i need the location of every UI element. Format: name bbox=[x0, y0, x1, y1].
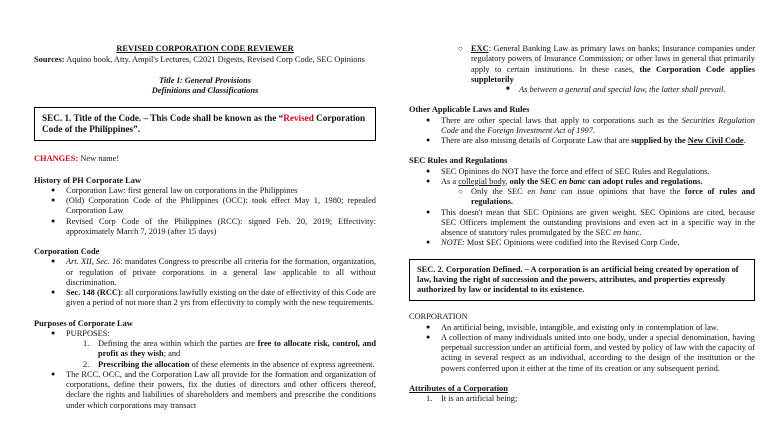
other-laws-list bbox=[409, 116, 755, 147]
title-heading: Title I: General Provisions bbox=[158, 75, 252, 85]
numbered-item: 1. Defining the area within which the parties are free to allocate risk, control, and profit as they wish; and bbox=[83, 339, 377, 359]
corp-code-heading: Corporation Code bbox=[34, 247, 100, 257]
purposes-numbered bbox=[34, 339, 376, 370]
list-item: ● A collection of many individuals united into one body, under a special denomination, having perpetual succession under an artificial form, and vested by policy of law with the capacity of acting in several respect as an individual, according to the design of the institution or the powers conferred upon it either at the time of its creation or any subsequent period. bbox=[409, 333, 755, 374]
document-header: REVISED CORPORATION CODE REVIEWER bbox=[116, 44, 294, 53]
sec-rules-heading: SEC Rules and Regulations bbox=[409, 156, 508, 166]
purposes-list-2 bbox=[34, 370, 376, 411]
attributes-heading: Attributes of a Corporation bbox=[409, 383, 508, 393]
exception-list bbox=[409, 44, 755, 95]
changes-line: CHANGES: New name! bbox=[34, 154, 120, 164]
list-item: ● Art. XII, Sec. 16: mandates Congress to prescribe all criteria for the formation, organization, or regulation of private corporations in a general law applicable to all without discrimination. bbox=[34, 257, 376, 288]
sec-rules-list bbox=[409, 167, 755, 249]
left-column bbox=[34, 0, 376, 411]
sources-line: Sources: Aquino book, Atty. Ampil's Lectures, C2021 Digests, Revised Corp Code, SEC Opinions bbox=[34, 55, 365, 65]
numbered-item: 2. Prescribing the allocation of these elements in the absence of express agreement. bbox=[83, 359, 375, 369]
corporation-heading: CORPORATION bbox=[409, 312, 468, 322]
list-item: ● An artificial being, invisible, intangible, and existing only in contemplation of law. bbox=[409, 323, 755, 333]
list-item: ● SEC Opinions do NOT have the force and effect of SEC Rules and Regulations. bbox=[409, 167, 755, 177]
history-heading: History of PH Corporate Law bbox=[34, 175, 141, 185]
list-item: ● There are also missing details of Corporate Law that are supplied by the New Civil Code. bbox=[409, 136, 755, 146]
list-item: ■ As between a general and special law, the latter shall prevail. bbox=[409, 85, 755, 95]
subtitle-heading: Definitions and Classifications bbox=[151, 85, 259, 95]
list-item: ○ Only the SEC en banc can issue opinions that have the force of rules and regulations. bbox=[409, 187, 755, 208]
other-laws-heading: Other Applicable Laws and Rules bbox=[409, 105, 530, 115]
right-column bbox=[409, 0, 755, 404]
list-item: ○ EXC: General Banking Law as primary laws on banks; Insurance companies under regulatory powers of Insurance Commission; or other laws in general that primarily apply to certain institutions. In these cases, the Corporation Code applies suppletorily bbox=[409, 44, 755, 85]
list-item: ● The RCC, OCC, and the Corporation Law all provide for the formation and organization of corporations, define their powers, fix the duties of directors and other officers thereof, declare the rights and liabilities of shareholders and members and prescribe the conditions under which corporations may transact bbox=[34, 370, 376, 411]
list-item: ● Corporation Law: first general law on corporations in the Philippines bbox=[34, 186, 376, 196]
list-item: ● Sec. 148 (RCC): all corporations lawfully existing on the date of effectivity of this Code are given a period of not more than 2 yrs from effectivity to comply with the new requirements. bbox=[34, 288, 376, 309]
list-item: ● There are other special laws that apply to corporations such as the Securities Regulation Code and the Foreign Investment Act of 1997. bbox=[409, 116, 755, 137]
history-list bbox=[34, 186, 376, 237]
corporation-list bbox=[409, 323, 755, 374]
purposes-heading: Purposes of Corporate Law bbox=[34, 318, 133, 328]
list-item: ● This doesn't mean that SEC Opinions are given weight. SEC Opinions are cited, because SEC Officers implement the outstanding provisions and even act in a specific way in the absence of statutory rules promulgated by the SEC en banc. bbox=[409, 208, 755, 239]
list-item: ● Revised Corp Code of the Philippines (RCC): signed Feb. 20, 2019; Effectivity: approximately March 7, 2019 (after 15 days) bbox=[34, 217, 376, 238]
numbered-item: 1. It is an artificial being; bbox=[426, 394, 518, 403]
list-item: ● NOTE: Most SEC Opinions were codified into the Revised Corp Code. bbox=[409, 238, 755, 248]
corp-code-list bbox=[34, 257, 376, 308]
sec2-box: SEC. 2. Corporation Defined. – A corporation is an artificial being created by operation of law, having the right of succession and the powers, attributes, and properties expressly authorized by law or incidental to its existence. bbox=[409, 259, 755, 302]
attributes-list bbox=[409, 394, 755, 404]
list-item: ● (Old) Corporation Code of the Philippines (OCC): took effect May 1, 1980; repealed Corporation Law bbox=[34, 196, 376, 217]
purposes-list bbox=[34, 329, 376, 339]
sec1-box: SEC. 1. Title of the Code. – This Code shall be known as the “Revised Corporation Code of the Philippines”. bbox=[34, 107, 376, 141]
list-item: ● PURPOSES: bbox=[34, 329, 376, 339]
list-item: ● As a collegial body, only the SEC en banc can adopt rules and regulations. bbox=[409, 177, 755, 187]
